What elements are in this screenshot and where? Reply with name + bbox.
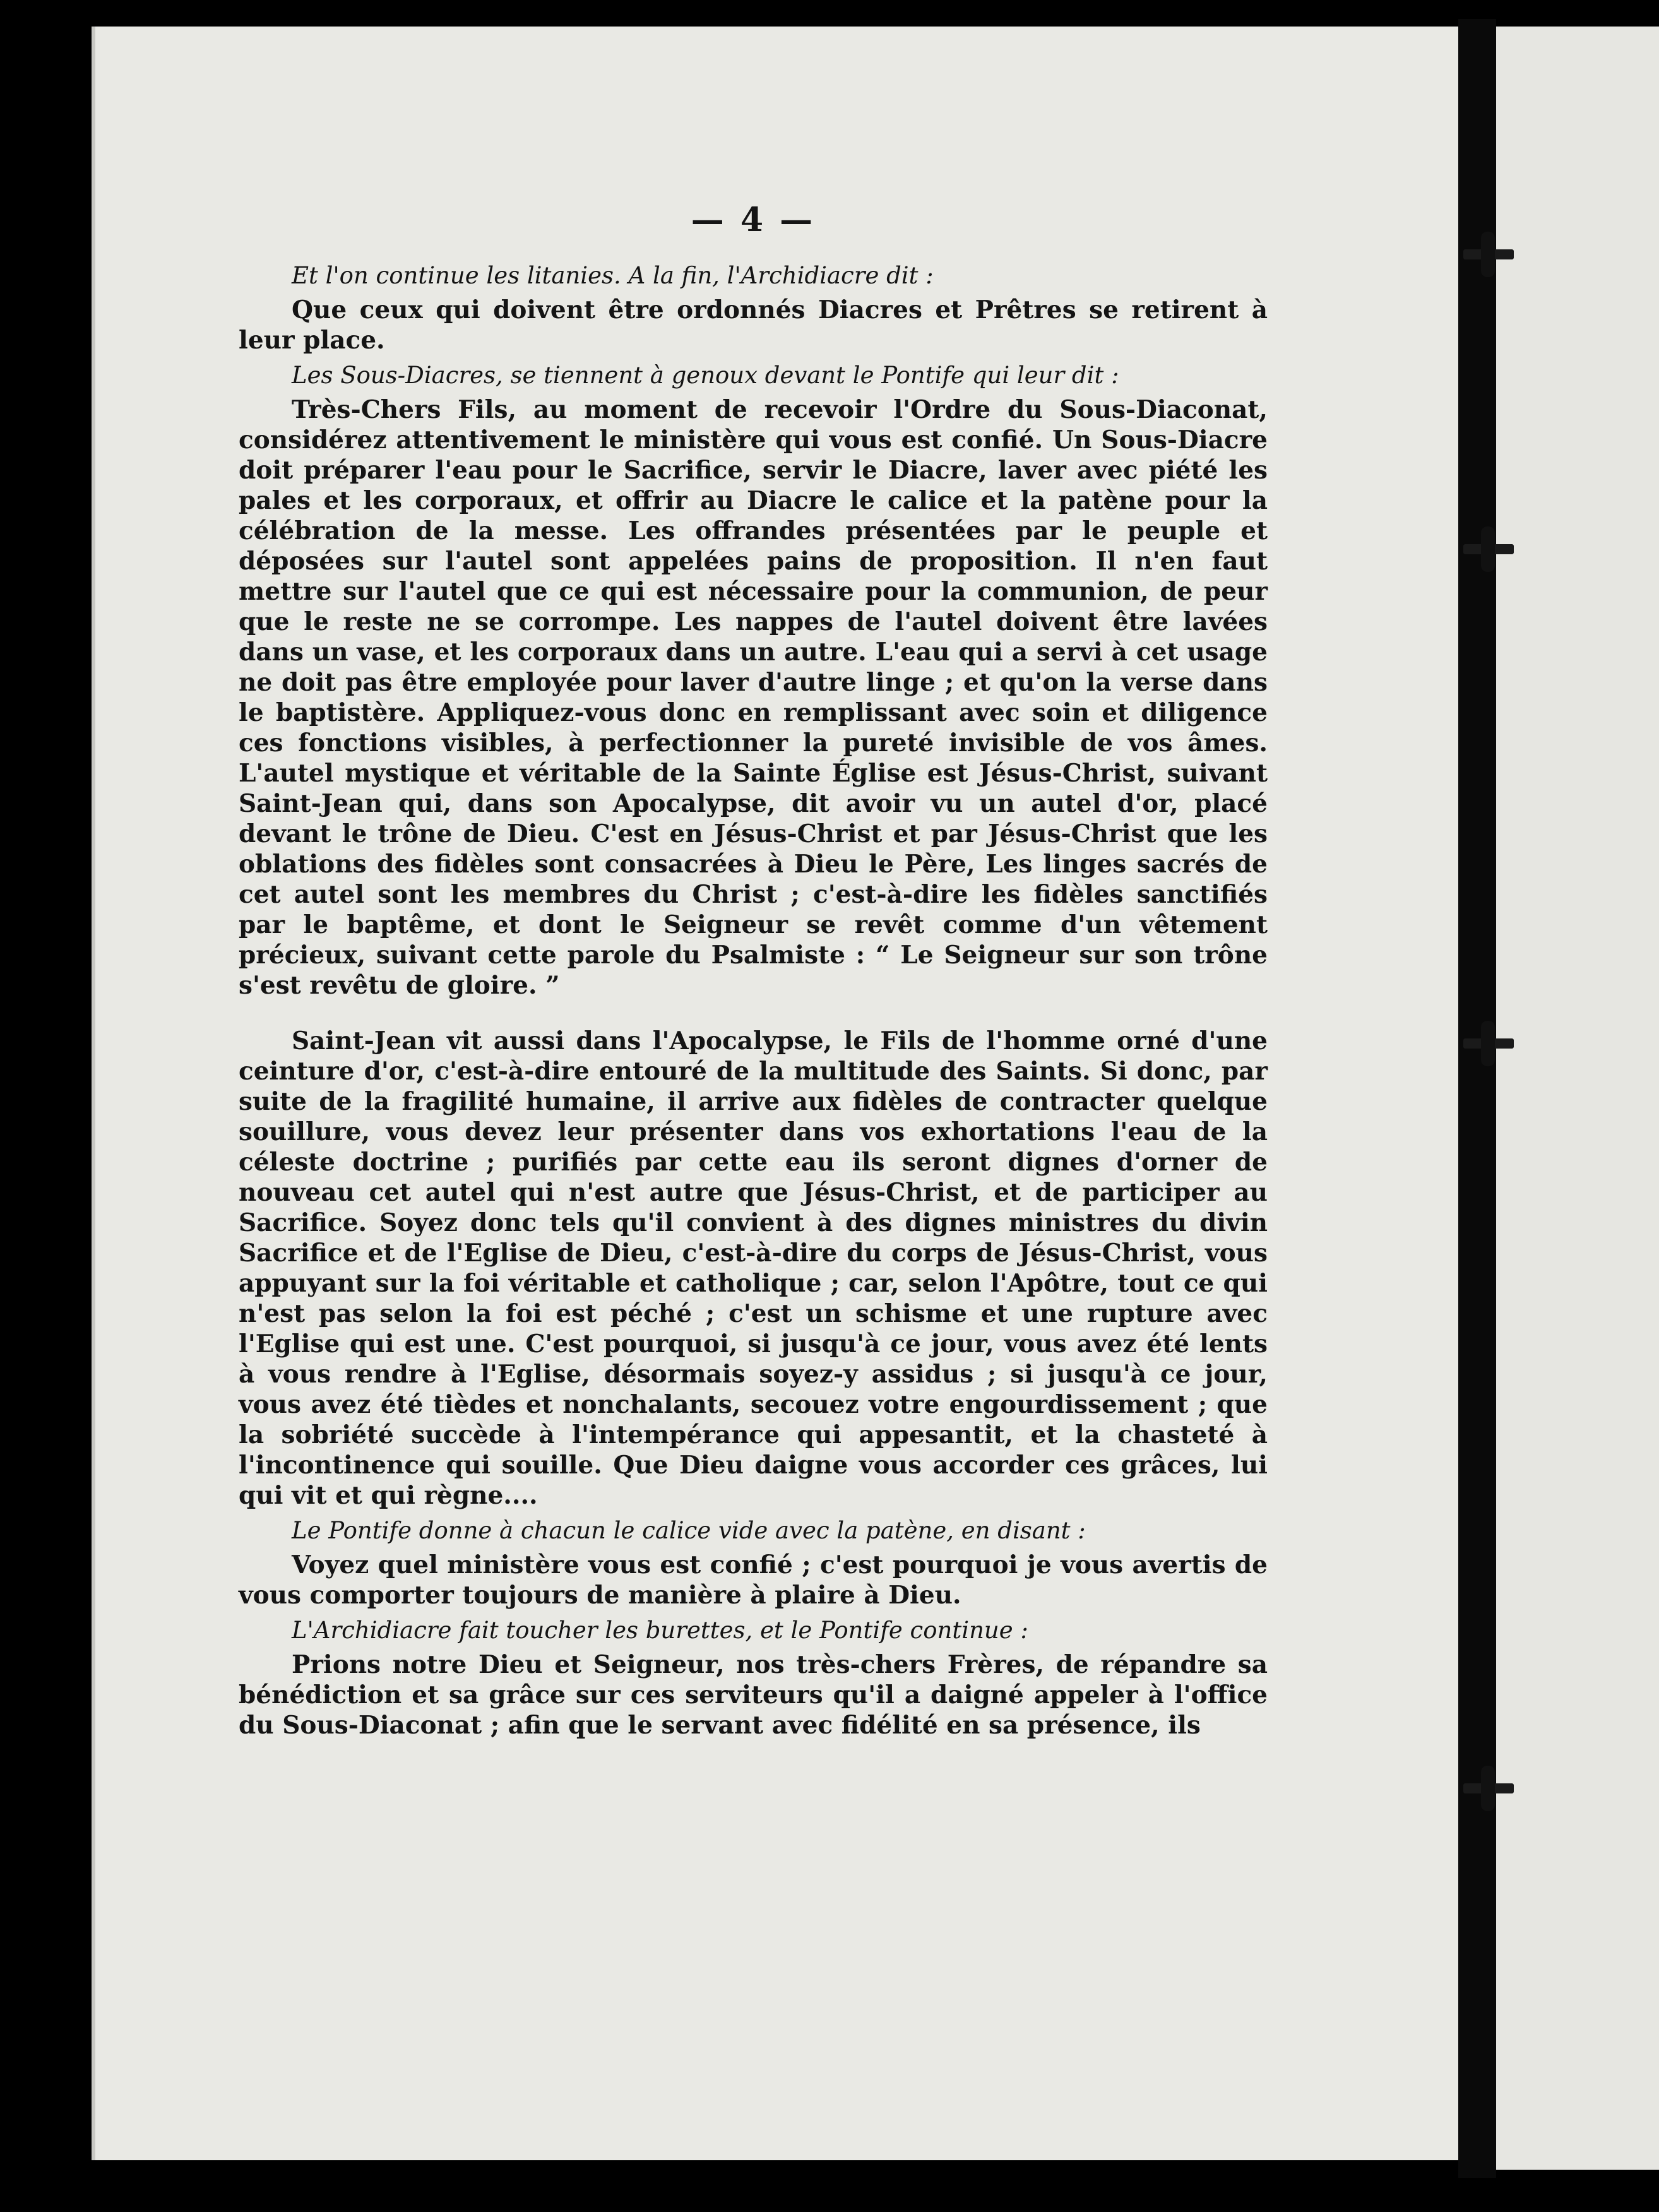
book-gutter — [1458, 19, 1496, 2178]
paragraph: Saint-Jean vit aussi dans l'Apocalypse, le Fils de l'homme orné d'une ceinture d'or, c'est-à-dire entouré de la multitude des Saints. Si donc, par suite de la fragilité humaine, il arrive aux fidèles de contracter quelque souillure, vous devez leur présenter dans vos exhortations l'eau de la céleste doctrine ; purifiés par cette eau ils seront dignes d'orner de nouveau cet autel qui n'est autre que Jésus-Christ, et de participer au Sacrifice. Soyez donc tels qu'il convient à des dignes ministres du divin Sacrifice et de l'Eglise de Dieu, c'est-à-dire du corps de Jésus-Christ, vous appuyant sur la foi véritable et catholique ; car, selon l'Apôtre, tout ce qui n'est pas selon la foi est péché ; c'est un schisme et une rupture avec l'Eglise qui est une. C'est pourquoi, si jusqu'à ce jour, vous avez été lents à vous rendre à l'Eglise, désormais soyez-y assidus ; si jusqu'à ce jour, vous avez été tièdes et nonchalants, secouez votre engourdissement ; que la sobriété succède à l'intempérance qui appesantit, et la chasteté à l'incontinence qui souille. Que Dieu daigne vous accorder ces grâces, lui qui vit et qui règne.... — [239, 1026, 1268, 1510]
paragraph: Très-Chers Fils, au moment de recevoir l'Ordre du Sous-Diaconat, considérez attentivement le ministère qui vous est confié. Un Sous-Diacre doit préparer l'eau pour le Sacrifice, servir le Diacre, laver avec piété les pales et les corporaux, et offrir au Diacre le calice et la patène pour la célébration de la messe. Les offrandes présentées par le peuple et déposées sur l'autel sont appelées pains de proposition. Il n'en faut mettre sur l'autel que ce qui est nécessaire pour la communion, de peur que le reste ne se corrompe. Les nappes de l'autel doivent être lavées dans un vase, et les corporaux dans un autre. L'eau qui a servi à cet usage ne doit pas être employée pour laver d'autre linge ; et qu'on la verse dans le baptistère. Appliquez-vous donc en remplissant avec soin et diligence ces fonctions visibles, à perfectionner la pureté invisible de vos âmes. L'autel mystique et véritable de la Sainte Église est Jésus-Christ, suivant Saint-Jean qui, dans son Apocalypse, dit avoir vu un autel d'or, placé devant le trône de Dieu. C'est en Jésus-Christ et par Jésus-Christ que les oblations des fidèles sont consacrées à Dieu le Père, Les linges sacrés de cet autel sont les membres du Christ ; c'est-à-dire les fidèles sanctifiés par le baptême, et dont le Seigneur se revêt comme d'un vêtement précieux, suivant cette parole du Psalmiste : “ Le Seigneur sur son trône s'est revêtu de gloire. ” — [239, 395, 1268, 1000]
rubric: Les Sous-Diacres, se tiennent à genoux devant le Pontife qui leur dit : — [292, 362, 1119, 389]
page-number: — 4 — — [691, 201, 816, 239]
binding-clip — [1463, 1038, 1514, 1049]
paragraph: Prions notre Dieu et Seigneur, nos très-chers Frères, de répandre sa bénédiction et sa grâce sur ces serviteurs qu'il a daigné appeler à l'office du Sous-Diaconat ; afin que le servant avec fidélité en sa présence, ils — [239, 1650, 1268, 1740]
rubric: Le Pontife donne à chacun le calice vide avec la patène, en disant : — [292, 1517, 1086, 1544]
binding-clip — [1463, 1783, 1514, 1793]
page-text — [239, 201, 1268, 1745]
rubric: L'Archidiacre fait toucher les burettes, et le Pontife continue : — [292, 1617, 1028, 1644]
paragraph: Voyez quel ministère vous est confié ; c'est pourquoi je vous avertis de vous comporter toujours de manière à plaire à Dieu. — [239, 1550, 1268, 1610]
binding-clip — [1463, 544, 1514, 554]
rubric: Et l'on continue les litanies. A la fin, l'Archidiacre dit : — [292, 262, 934, 289]
facing-page-edge — [1496, 27, 1659, 2170]
paragraph: Que ceux qui doivent être ordonnés Diacres et Prêtres se retirent à leur place. — [239, 295, 1268, 355]
binding-clip — [1463, 249, 1514, 259]
